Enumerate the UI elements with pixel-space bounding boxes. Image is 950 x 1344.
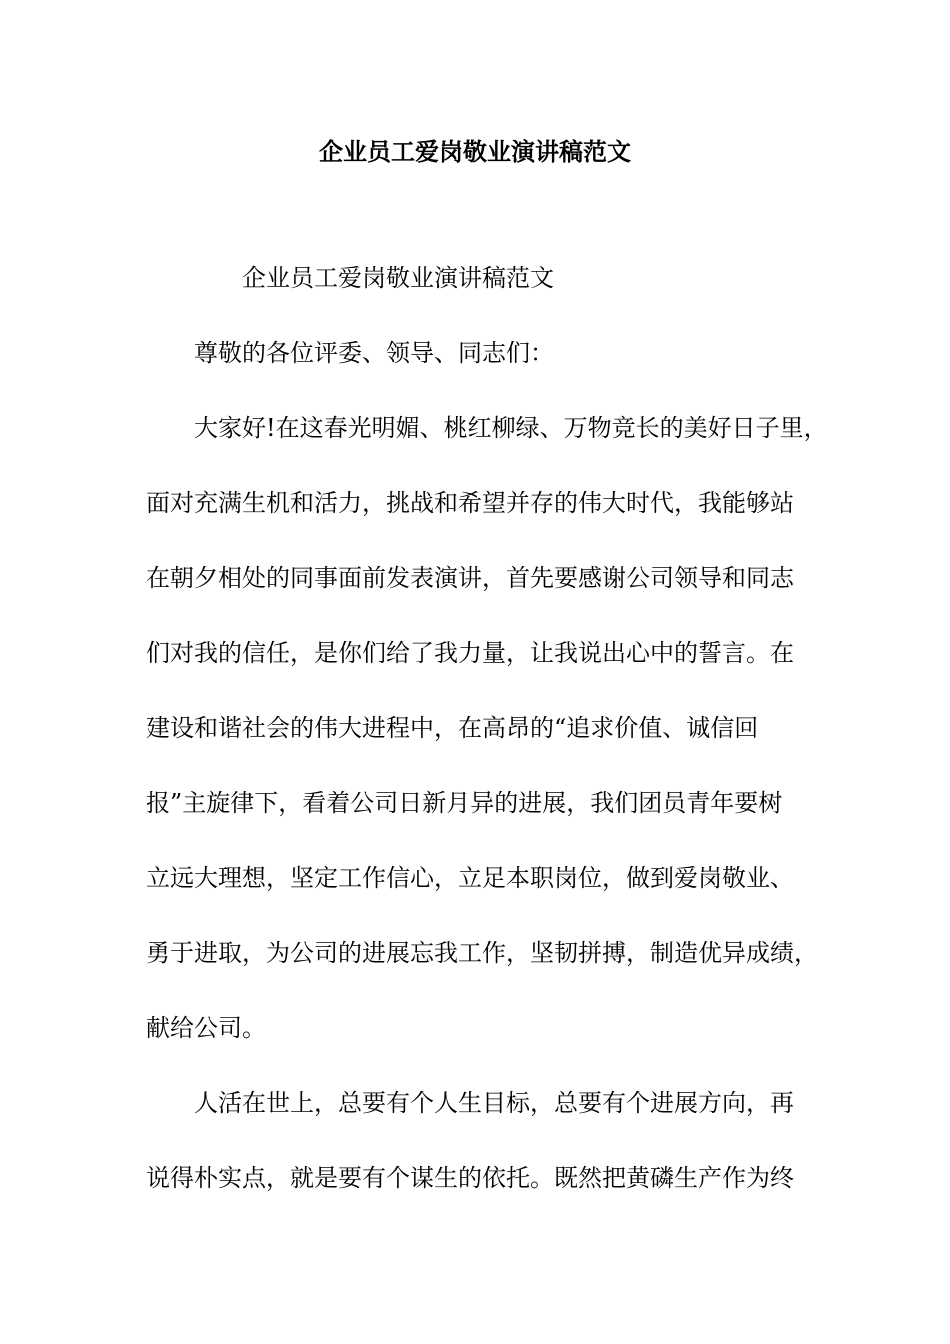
paragraph-line: 报”主旋律下，看着公司日新月异的进展，我们团员青年要树 — [146, 789, 783, 817]
paragraph-line: 说得朴实点，就是要有个谋生的依托。既然把黄磷生产作为终 — [146, 1164, 794, 1192]
paragraph-line: 面对充满生机和活力，挑战和希望并存的伟大时代，我能够站 — [146, 489, 794, 517]
paragraph-line: 建设和谐社会的伟大进程中，在高昂的“追求价值、诚信回 — [146, 714, 759, 742]
paragraph-line: 们对我的信任，是你们给了我力量，让我说出心中的誓言。在 — [146, 639, 794, 667]
paragraph-line: 立远大理想，坚定工作信心，立足本职岗位，做到爱岗敬业、 — [146, 864, 794, 892]
paragraph-line: 在朝夕相处的同事面前发表演讲，首先要感谢公司领导和同志 — [146, 564, 794, 592]
salutation-line: 尊敬的各位评委、领导、同志们： — [194, 339, 554, 367]
paragraph-line: 勇于进取，为公司的进展忘我工作，坚韧拼搏，制造优异成绩， — [146, 939, 818, 967]
subtitle-line: 企业员工爱岗敬业演讲稿范文 — [242, 264, 554, 292]
document-title: 企业员工爱岗敬业演讲稿范文 — [319, 137, 631, 166]
paragraph-line: 献给公司。 — [146, 1014, 266, 1042]
paragraph-line: 大家好!在这春光明媚、桃红柳绿、万物竞长的美好日子里， — [194, 414, 828, 442]
paragraph-line: 人活在世上，总要有个人生目标，总要有个进展方向，再 — [194, 1089, 794, 1117]
